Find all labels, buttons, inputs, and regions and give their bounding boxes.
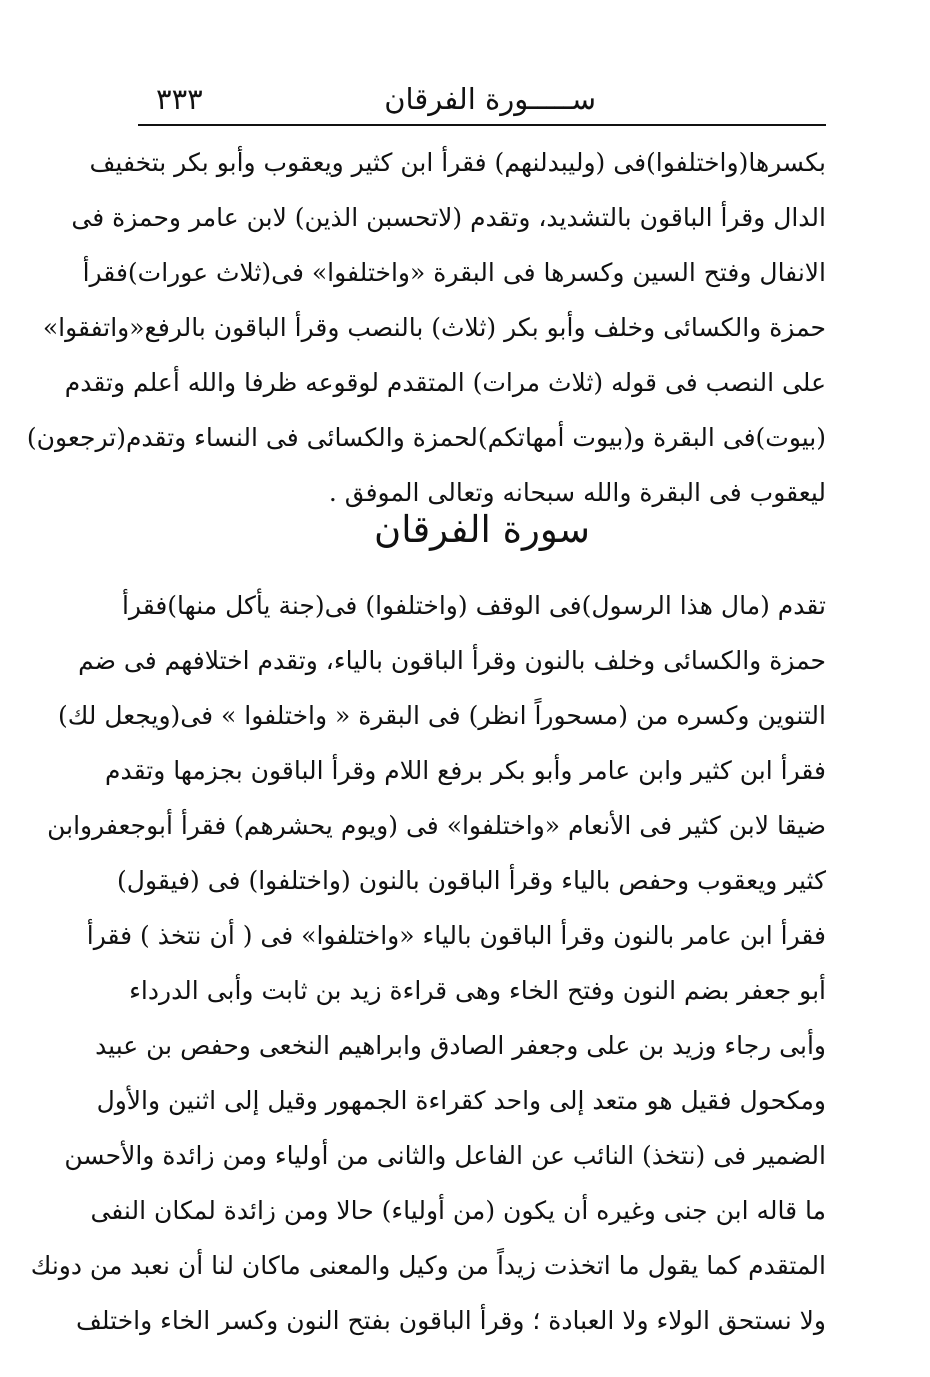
text-line: ومكحول فقيل هو متعد إلى واحد كقراءة الجمهور وقيل إلى اثنين والأول <box>96 1086 826 1115</box>
text-line: الضمير فى (نتخذ) النائب عن الفاعل والثانى من أولياء ومن زائدة والأحسن <box>64 1141 826 1170</box>
text-line: (بيوت)فى البقرة و(بيوت أمهاتكم)لحمزة والكسائى فى النساء وتقدم(ترجعون) <box>26 423 826 452</box>
text-line: المتقدم كما يقول ما اتخذت زيداً من وكيل والمعنى ماكان لنا أن نعبد من دونك <box>30 1251 826 1280</box>
page-number: ٣٣٣ <box>156 82 203 116</box>
text-line: ولا نستحق الولاء ولا العبادة ؛ وقرأ الباقون بفتح النون وكسر الخاء واختلف <box>76 1306 826 1335</box>
section-heading: سورة الفرقان <box>374 508 590 551</box>
paragraph-end-of-previous-surah <box>26 135 826 520</box>
text-line: ليعقوب فى البقرة والله سبحانه وتعالى الموفق . <box>328 478 826 507</box>
text-line: فقرأ ابن عامر بالنون وقرأ الباقون بالياء «واختلفوا» فى ( أن نتخذ ) فقرأ <box>86 921 826 950</box>
text-line: فقرأ ابن كثير وابن عامر وأبو بكر برفع اللام وقرأ الباقون بجزمها وتقدم <box>105 756 826 785</box>
running-title: ســـــورة الفرقان <box>384 82 596 116</box>
text-line: وأبى رجاء وزيد بن على وجعفر الصادق وابراهيم النخعى وحفص بن عبيد <box>95 1031 826 1060</box>
text-line: كثير ويعقوب وحفص بالياء وقرأ الباقون بالنون (واختلفوا) فى (فيقول) <box>117 866 826 895</box>
text-line: ضيقا لابن كثير فى الأنعام «واختلفوا» فى (ويوم يحشرهم) فقرأ أبوجعفروابن <box>47 811 826 840</box>
text-line: الدال وقرأ الباقون بالتشديد، وتقدم (لاتحسبن الذين) لابن عامر وحمزة فى <box>71 203 826 232</box>
text-line: تقدم (مال هذا الرسول)فى الوقف (واختلفوا) فى(جنة يأكل منها)فقرأ <box>121 591 826 620</box>
text-line: بكسرها(واختلفوا)فى (وليبدلنهم) فقرأ ابن كثير ويعقوب وأبو بكر بتخفيف <box>89 148 826 177</box>
paragraph-surah-al-furqan <box>30 578 826 1348</box>
running-header <box>138 78 826 126</box>
text-line: حمزة والكسائى وخلف بالنون وقرأ الباقون بالياء، وتقدم اختلافهم فى ضم <box>78 646 826 675</box>
text-line: التنوين وكسره من (مسحوراً انظر) فى البقرة « واختلفوا » فى(ويجعل لك) <box>57 701 826 730</box>
text-line: ما قاله ابن جنى وغيره أن يكون (من أولياء) حالا ومن زائدة لمكان النفى <box>90 1196 826 1225</box>
text-line: على النصب فى قوله (ثلاث مرات) المتقدم لوقوعه ظرفا والله أعلم وتقدم <box>64 368 826 397</box>
text-line: حمزة والكسائى وخلف وأبو بكر (ثلاث) بالنصب وقرأ الباقون بالرفع«واتفقوا» <box>42 313 826 342</box>
text-line: أبو جعفر بضم النون وفتح الخاء وهى قراءة زيد بن ثابت وأبى الدرداء <box>129 976 826 1005</box>
text-line: الانفال وفتح السين وكسرها فى البقرة «واختلفوا» فى(ثلاث عورات)فقرأ <box>82 258 826 287</box>
